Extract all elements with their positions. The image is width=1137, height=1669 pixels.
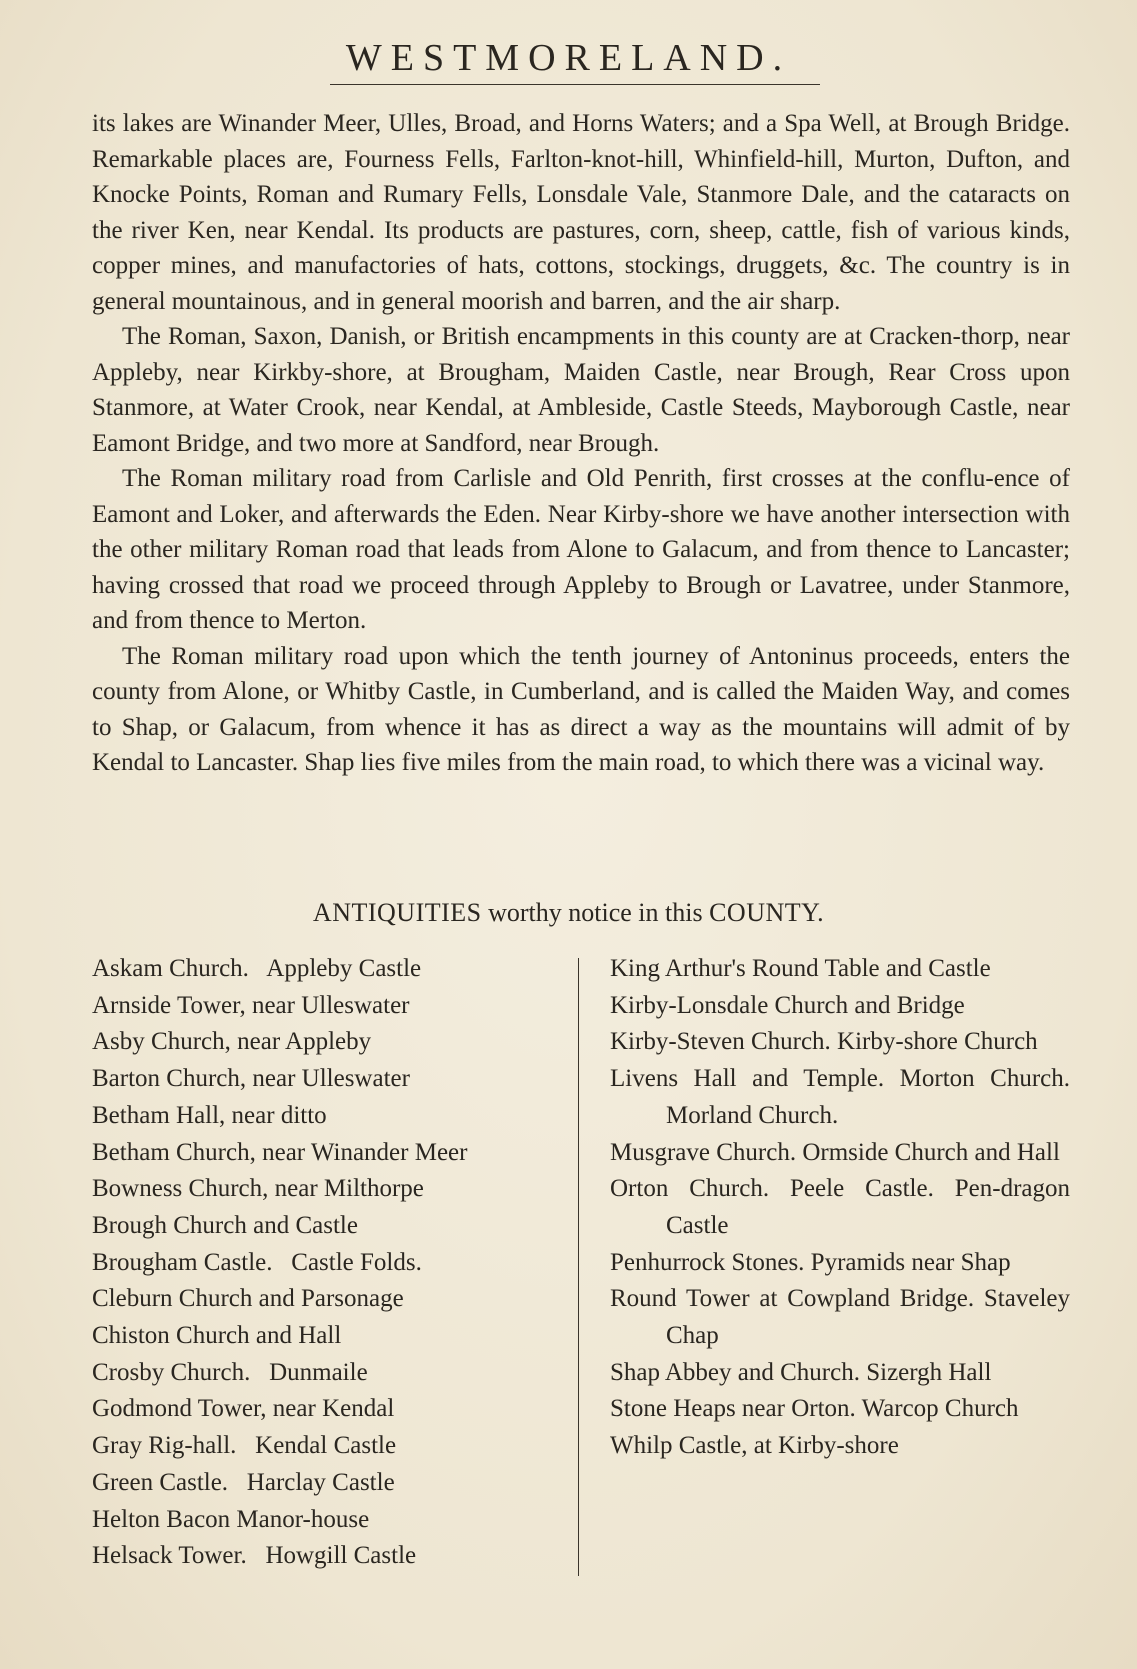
list-item: Arnside Tower, near Ulleswater [92, 991, 410, 1019]
list-item: Asby Church, near Appleby [92, 1028, 372, 1056]
column-divider [578, 958, 579, 1576]
antiquities-heading-caps: ANTIQUITIES [312, 898, 482, 927]
paragraph-lakes: its lakes are Winander Meer, Ulles, Broad, and Horns Waters; and a Spa Well, at Brough Bridge. Remarkable places are, Fourness Fells, Farlton-knot-hill, Whinfield-hill, Murton, Dufton, and Knocke Points, Roman and Rumary Fells, Lonsdale Vale, Stanmore Dale, and the cataracts on the river Ken, near Kendal. Its products are pastures, corn, sheep, cattle, fish of various kinds, copper mines, and manufactories of hats, cottons, stockings, druggets, &c. The country is in general mountainous, and in general moorish and barren, and the air sharp. [92, 110, 1070, 315]
list-item: Helton Bacon Manor-house [92, 1505, 370, 1533]
body-text [92, 106, 1070, 781]
list-item: Betham Church, near Winander Meer [92, 1138, 468, 1166]
paragraph-military-road: The Roman military road from Carlisle and Old Penrith, first crosses at the conflu-ence of Eamont and Loker, and afterwards the Eden. Near Kirby-shore we have another intersection with the other military Roman road that leads from Alone to Galacum, and from thence to Lancaster; having crossed that road we proceed through Appleby to Brough or Lavatree, under Stanmore, and from thence to Merton. [92, 465, 1070, 634]
list-item: Brough Church and Castle [92, 1211, 358, 1239]
list-item: Bowness Church, near Milthorpe [92, 1175, 424, 1203]
list-item: Barton Church, near Ulleswater [92, 1065, 410, 1093]
antiquities-right-column [610, 951, 1070, 1465]
list-item: Kirby-Lonsdale Church and Bridge [610, 991, 965, 1019]
antiquities-left-column [92, 951, 562, 1575]
paragraph-maiden-way: The Roman military road upon which the tenth journey of Antoninus proceeds, enters the county from Alone, or Whitby Castle, in Cumberland, and is called the Maiden Way, and comes to Shap, or Galacum, from whence it has as direct a way as the mountains will admit of by Kendal to Lancaster. Shap lies five miles from the main road, to which there was a vicinal way. [92, 642, 1070, 776]
list-item: Whilp Castle, at Kirby-shore [610, 1432, 899, 1460]
list-item: King Arthur's Round Table and Castle [610, 955, 991, 982]
antiquities-heading-end: COUNTY. [709, 898, 825, 927]
antiquities-heading-mid: worthy notice in this [481, 898, 710, 927]
list-item: Helsack Tower. Howgill Castle [92, 1542, 417, 1570]
list-item: Askam Church. Appleby Castle [92, 955, 422, 982]
list-item: Cleburn Church and Parsonage [92, 1285, 404, 1313]
list-item: Godmond Tower, near Kendal [92, 1395, 395, 1423]
list-item: Gray Rig-hall. Kendal Castle [92, 1432, 397, 1460]
list-item: Orton Church. Peele Castle. Pen-dragon Castle [610, 1175, 1070, 1239]
list-item: Shap Abbey and Church. Sizergh Hall [610, 1358, 992, 1386]
list-item: Stone Heaps near Orton. Warcop Church [610, 1395, 1019, 1423]
antiquities-heading [0, 898, 1137, 928]
list-item: Green Castle. Harclay Castle [92, 1468, 395, 1496]
list-item: Chiston Church and Hall [92, 1322, 342, 1350]
page-title: WESTMORELAND. [345, 37, 792, 79]
list-item: Betham Hall, near ditto [92, 1101, 327, 1129]
list-item: Kirby-Steven Church. Kirby-shore Church [610, 1028, 1038, 1056]
paragraph-encampments: The Roman, Saxon, Danish, or British encampments in this county are at Cracken-thorp, near Appleby, near Kirkby-shore, at Brougham, Maiden Castle, near Brough, Rear Cross upon Stanmore, at Water Crook, near Kendal, at Ambleside, Castle Steeds, Mayborough Castle, near Eamont Bridge, and two more at Sandford, near Brough. [92, 323, 1070, 457]
list-item: Round Tower at Cowpland Bridge. Staveley Chap [610, 1285, 1070, 1350]
title-rule [330, 84, 820, 85]
list-item: Brougham Castle. Castle Folds. [92, 1248, 422, 1276]
list-item: Musgrave Church. Ormside Church and Hall [610, 1138, 1060, 1166]
list-item: Livens Hall and Temple. Morton Church. Morland Church. [610, 1065, 1070, 1129]
list-item: Crosby Church. Dunmaile [92, 1358, 368, 1386]
list-item: Penhurrock Stones. Pyramids near Shap [610, 1248, 1011, 1276]
